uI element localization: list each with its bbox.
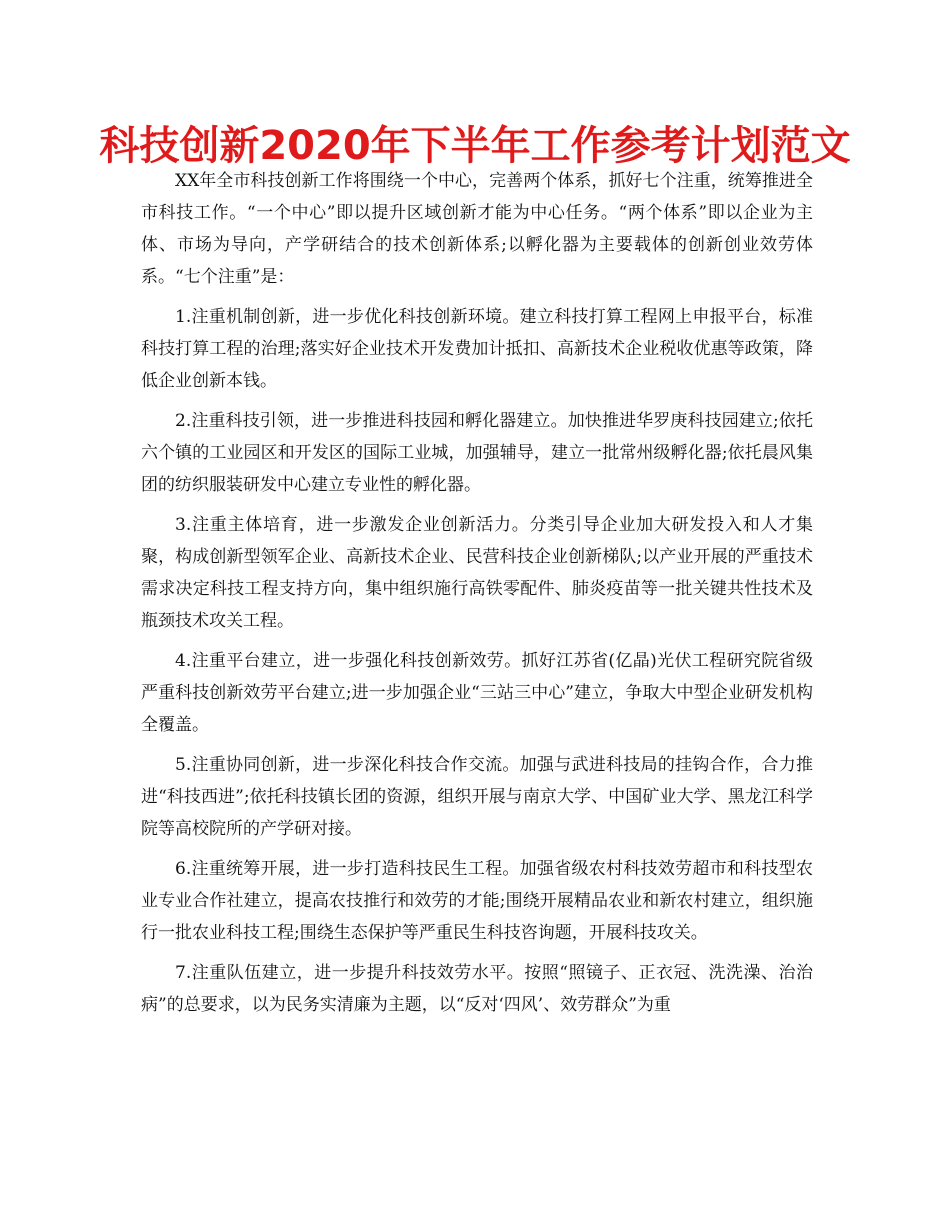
paragraph-item-2: 2.注重科技引领，进一步推进科技园和孵化器建立。加快推进华罗庚科技园建立;依托六个镇的工业园区和开发区的国际工业城，加强辅导，建立一批常州级孵化器;依托晨风集团的纺织服装研发中心建立专业性的孵化器。 <box>141 411 813 495</box>
paragraph-item-6: 6.注重统筹开展，进一步打造科技民生工程。加强省级农村科技效劳超市和科技型农业专业合作社建立，提高农技推行和效劳的才能;围绕开展精品农业和新农村建立，组织施行一批农业科技工程;围绕生态保护等严重民生科技咨询题，开展科技攻关。 <box>141 859 813 943</box>
paragraph-intro: XX年全市科技创新工作将围绕一个中心，完善两个体系，抓好七个注重，统筹推进全市科技工作。“一个中心”即以提升区域创新才能为中心任务。“两个体系”即以企业为主体、市场为导向，产学研结合的技术创新体系;以孵化器为主要载体的创新创业效劳体系。“七个注重”是： <box>141 171 813 287</box>
document-title: 科技创新2020年下半年工作参考计划范文 <box>99 123 851 169</box>
paragraph-item-4: 4.注重平台建立，进一步强化科技创新效劳。抓好江苏省(亿晶)光伏工程研究院省级严重科技创新效劳平台建立;进一步加强企业“三站三中心”建立，争取大中型企业研发机构全覆盖。 <box>141 651 813 735</box>
paragraph-item-7: 7.注重队伍建立，进一步提升科技效劳水平。按照“照镜子、正衣冠、洗洗澡、治治病”的总要求，以为民务实清廉为主题，以“反对‘四风’、效劳群众”为重 <box>141 963 813 1015</box>
paragraph-item-1: 1.注重机制创新，进一步优化科技创新环境。建立科技打算工程网上申报平台，标准科技打算工程的治理;落实好企业技术开发费加计抵扣、高新技术企业税收优惠等政策，降低企业创新本钱。 <box>141 307 813 391</box>
paragraph-item-5: 5.注重协同创新，进一步深化科技合作交流。加强与武进科技局的挂钩合作，合力推进“科技西进”;依托科技镇长团的资源，组织开展与南京大学、中国矿业大学、黑龙江科学院等高校院所的产学研对接。 <box>141 755 813 839</box>
document-body <box>141 165 813 1029</box>
paragraph-item-3: 3.注重主体培育，进一步激发企业创新活力。分类引导企业加大研发投入和人才集聚，构成创新型领军企业、高新技术企业、民营科技企业创新梯队;以产业开展的严重技术需求决定科技工程支持方向，集中组织施行高铁零配件、肺炎疫苗等一批关键共性技术及瓶颈技术攻关工程。 <box>141 515 813 631</box>
